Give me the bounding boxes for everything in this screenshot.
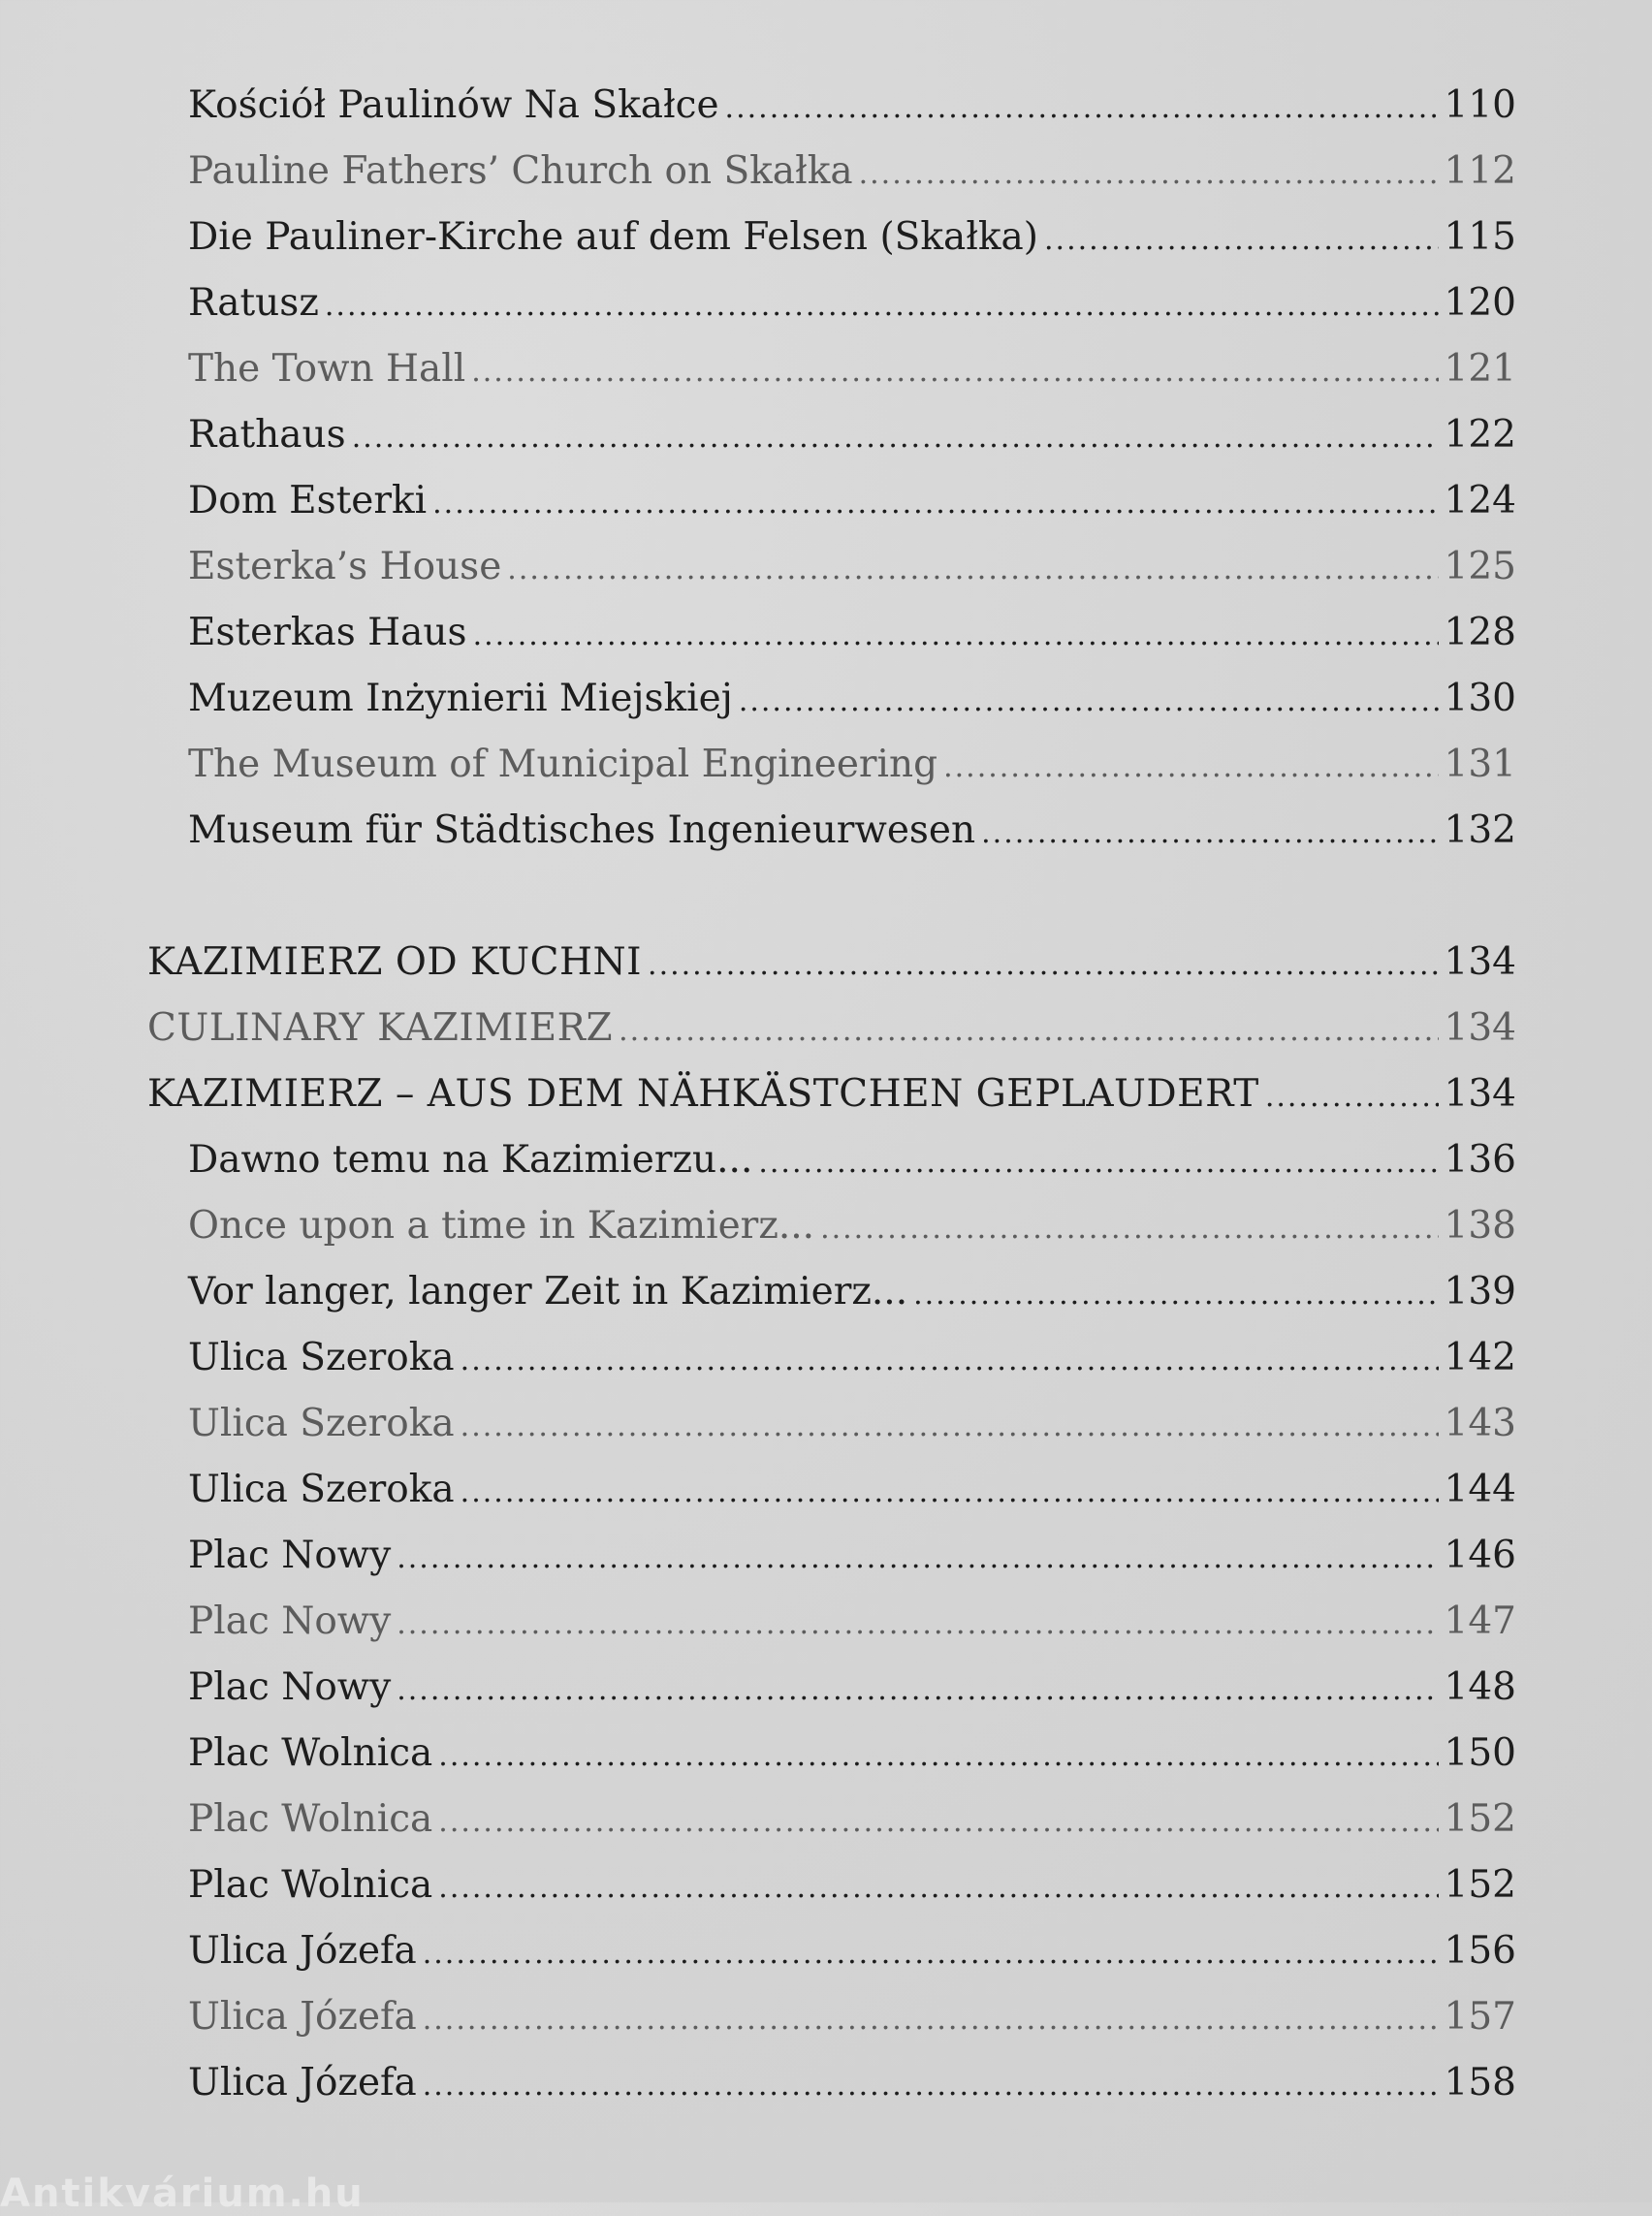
- toc-entry: [188, 1198, 1516, 1254]
- toc-dot-leader: [619, 1003, 1438, 1060]
- toc-entry-title: Ulica Józefa: [188, 2061, 417, 2105]
- toc-dot-leader: [325, 278, 1439, 334]
- toc-entry-page: 134: [1444, 940, 1516, 984]
- toc-entry: [188, 209, 1516, 266]
- toc-entry-page: 125: [1444, 545, 1516, 588]
- toc-dot-leader: [397, 1662, 1438, 1719]
- toc-entry: [188, 473, 1516, 529]
- toc-entry-page: 134: [1444, 1006, 1516, 1050]
- toc-entry-page: 131: [1444, 743, 1516, 786]
- toc-entry-page: 152: [1444, 1797, 1516, 1841]
- toc-entry-page: 147: [1444, 1599, 1516, 1643]
- toc-entry: [188, 1462, 1516, 1518]
- toc-dot-leader: [423, 1992, 1439, 2048]
- toc-entry-title: Muzeum Inżynierii Miejskiej: [188, 677, 733, 720]
- toc-dot-leader: [859, 146, 1439, 203]
- toc-entry-title: Esterkas Haus: [188, 611, 467, 654]
- toc-dot-leader: [432, 476, 1438, 532]
- toc-entry-page: 157: [1444, 1995, 1516, 2039]
- toc-dot-leader: [397, 1597, 1438, 1653]
- toc-entry-title: Esterka’s House: [188, 545, 502, 588]
- toc-entry-page: 124: [1444, 479, 1516, 522]
- toc-entry: [188, 539, 1516, 595]
- toc-entry: [188, 1132, 1516, 1188]
- toc-dot-leader: [943, 740, 1438, 796]
- toc-entry: [188, 671, 1516, 727]
- toc-entry-title: Ulica Józefa: [188, 1995, 417, 2039]
- toc-section-heading: [147, 1066, 1516, 1123]
- toc-entry-title: KAZIMIERZ – AUS DEM NÄHKÄSTCHEN GEPLAUDERT: [147, 1072, 1259, 1116]
- toc-dot-leader: [471, 344, 1438, 400]
- toc-entry-page: 121: [1444, 347, 1516, 391]
- toc-entry-title: Plac Nowy: [188, 1665, 392, 1709]
- toc-entry-title: The Museum of Municipal Engineering: [188, 743, 938, 786]
- toc-entry-title: Vor langer, langer Zeit in Kazimierz...: [188, 1270, 908, 1314]
- toc-entry-page: 136: [1444, 1138, 1516, 1182]
- toc-entry-title: Ulica Szeroka: [188, 1468, 455, 1511]
- toc-entry: [188, 605, 1516, 661]
- toc-dot-leader: [461, 1333, 1439, 1389]
- toc-dot-leader: [473, 608, 1439, 664]
- toc-dot-leader: [397, 1531, 1438, 1587]
- toc-entry-page: 115: [1444, 215, 1516, 259]
- toc-dot-leader: [913, 1267, 1438, 1323]
- toc-entry-title: Plac Nowy: [188, 1599, 392, 1643]
- toc-entry-page: 158: [1444, 2061, 1516, 2105]
- toc-entry-title: Ulica Szeroka: [188, 1402, 455, 1445]
- toc-entry: [188, 1923, 1516, 1979]
- toc-entry-title: The Town Hall: [188, 347, 466, 391]
- toc-entry: [188, 78, 1516, 134]
- toc-dot-leader: [438, 1794, 1438, 1851]
- toc-entry: [188, 275, 1516, 332]
- toc-entry: [188, 407, 1516, 463]
- toc-dot-leader: [725, 80, 1439, 137]
- toc-entry: [188, 1725, 1516, 1782]
- toc-entry-title: CULINARY KAZIMIERZ: [147, 1006, 614, 1050]
- toc-entry-page: 122: [1444, 413, 1516, 457]
- toc-entry-page: 156: [1444, 1929, 1516, 1973]
- toc-entry-title: Plac Wolnica: [188, 1797, 433, 1841]
- toc-entry-page: 139: [1444, 1270, 1516, 1314]
- toc-entry-page: 148: [1444, 1665, 1516, 1709]
- toc-dot-leader: [461, 1399, 1439, 1455]
- toc-entry-page: 150: [1444, 1731, 1516, 1775]
- toc-entry-page: 110: [1444, 83, 1516, 127]
- toc-entry-title: Museum für Städtisches Ingenieurwesen: [188, 808, 976, 852]
- toc-entry: [188, 1660, 1516, 1716]
- toc-entry-title: Ulica Szeroka: [188, 1336, 455, 1379]
- toc-entry-title: Rathaus: [188, 413, 346, 457]
- toc-entry-page: 144: [1444, 1468, 1516, 1511]
- toc-entry-title: Die Pauliner-Kirche auf dem Felsen (Skałka): [188, 215, 1039, 259]
- toc-entry-title: Once upon a time in Kazimierz...: [188, 1204, 815, 1248]
- toc-entry-title: Pauline Fathers’ Church on Skałka: [188, 149, 853, 193]
- toc-dot-leader: [981, 806, 1438, 862]
- toc-dot-leader: [1265, 1069, 1439, 1125]
- toc-entry: [188, 1396, 1516, 1452]
- toc-entry-page: 138: [1444, 1204, 1516, 1248]
- toc-entry-page: 143: [1444, 1402, 1516, 1445]
- toc-dot-leader: [423, 2058, 1439, 2114]
- toc-dot-leader: [739, 674, 1439, 730]
- toc-entry-page: 130: [1444, 677, 1516, 720]
- toc-entry: [188, 1791, 1516, 1848]
- toc-entry: [188, 1857, 1516, 1914]
- toc-entry: [188, 737, 1516, 793]
- toc-dot-leader: [352, 410, 1439, 466]
- toc-dot-leader: [438, 1728, 1438, 1785]
- toc-dot-leader: [507, 542, 1438, 598]
- toc-entry-title: Plac Wolnica: [188, 1731, 433, 1775]
- toc-entry-title: Dom Esterki: [188, 479, 428, 522]
- toc-entry: [188, 1264, 1516, 1320]
- toc-dot-leader: [461, 1465, 1439, 1521]
- toc-entry: [188, 1989, 1516, 2045]
- toc-entry-title: Plac Wolnica: [188, 1863, 433, 1907]
- toc-entry-title: Plac Nowy: [188, 1534, 392, 1577]
- toc-entry-page: 142: [1444, 1336, 1516, 1379]
- toc-entry-page: 128: [1444, 611, 1516, 654]
- toc-entry: [188, 1594, 1516, 1650]
- toc-entry: [188, 1330, 1516, 1386]
- toc-entry-title: Ulica Józefa: [188, 1929, 417, 1973]
- toc-entry: [188, 803, 1516, 859]
- toc-entry: [188, 143, 1516, 200]
- toc-entry-page: 134: [1444, 1072, 1516, 1116]
- toc-section-heading: [147, 934, 1516, 991]
- toc-entry-title: KAZIMIERZ OD KUCHNI: [147, 940, 643, 984]
- toc-dot-leader: [1044, 212, 1439, 269]
- toc-entry-page: 112: [1444, 149, 1516, 193]
- toc-entry: [188, 341, 1516, 397]
- toc-dot-leader: [820, 1201, 1438, 1257]
- toc-entry-page: 120: [1444, 281, 1516, 325]
- toc-entry: [188, 2055, 1516, 2111]
- toc-entry-title: Ratusz: [188, 281, 319, 325]
- toc-entry-title: Kościół Paulinów Na Skałce: [188, 83, 719, 127]
- toc-dot-leader: [758, 1135, 1438, 1191]
- toc-entry-page: 146: [1444, 1534, 1516, 1577]
- toc-entry-title: Dawno temu na Kazimierzu...: [188, 1138, 753, 1182]
- toc-dot-leader: [438, 1860, 1438, 1916]
- toc-dot-leader: [648, 937, 1439, 994]
- toc-entry-page: 132: [1444, 808, 1516, 852]
- toc-entry-page: 152: [1444, 1863, 1516, 1907]
- toc-section-heading: [147, 1000, 1516, 1057]
- watermark: Antikvárium.hu: [0, 2171, 365, 2216]
- toc-dot-leader: [423, 1926, 1439, 1982]
- toc-entry: [188, 1528, 1516, 1584]
